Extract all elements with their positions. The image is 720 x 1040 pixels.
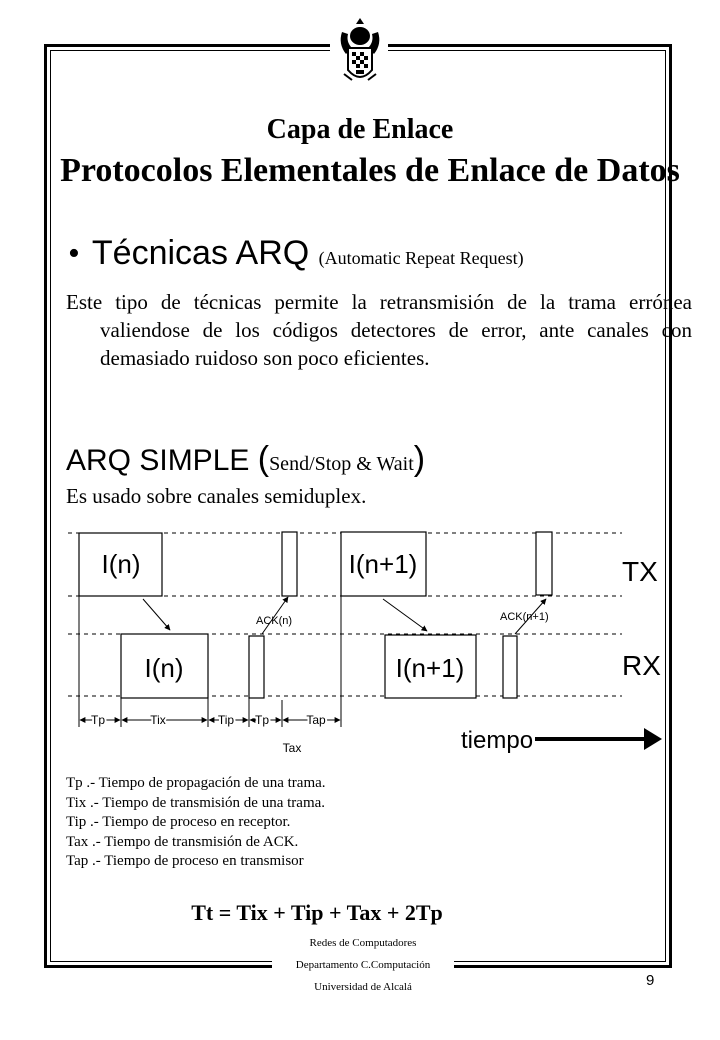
bullet-dot: •	[68, 235, 80, 272]
footer-university: Universidad de Alcalá	[314, 981, 412, 993]
interval-tax-label: Tax	[282, 741, 302, 755]
frame-label-tx-2: I(n+1)	[348, 549, 418, 579]
propagation-arrow-1	[143, 599, 170, 630]
description-paragraph: Este tipo de técnicas permite la retransmisión de la trama errónea valiendose de los códigos detectores de error, ante canales con demasiado ruidoso son poco eficientes.	[66, 290, 692, 370]
frame-label-tx-1: I(n)	[101, 549, 141, 579]
ack-label-1: ACK(n)	[256, 615, 293, 627]
tx-channel-label: TX	[622, 556, 658, 587]
ack-box-tx-1	[282, 532, 297, 596]
total-time-formula: Tt = Tix + Tip + Tax + 2Tp	[191, 900, 443, 925]
definition-tap: Tap .- Tiempo de proceso en transmisor	[66, 853, 304, 870]
bullet-main-text: Técnicas ARQ	[91, 234, 310, 272]
rx-channel-label: RX	[622, 650, 661, 681]
interval-tp-label: Tp	[90, 713, 106, 727]
section-subtitle: Send/Stop & Wait	[269, 453, 414, 475]
section-title-text: ARQ SIMPLE	[66, 444, 250, 477]
section-open-paren: (	[257, 440, 270, 478]
interval-tip-label: Tip	[217, 713, 235, 727]
ack-box-rx-1	[249, 636, 264, 698]
section-note: Es usado sobre canales semiduplex.	[66, 484, 367, 508]
footer-course: Redes de Computadores	[309, 937, 417, 949]
ack-box-rx-2	[503, 636, 517, 698]
definition-tp: Tp .- Tiempo de propagación de una trama.	[66, 775, 326, 791]
frame-label-rx-2: I(n+1)	[395, 653, 465, 683]
time-axis-arrow-head	[644, 728, 662, 750]
section-close-paren: )	[413, 440, 426, 478]
page-number: 9	[646, 972, 655, 989]
definition-tax: Tax .- Tiempo de transmisión de ACK.	[66, 833, 299, 850]
section-title	[66, 440, 425, 479]
propagation-arrow-2	[383, 599, 427, 631]
ack-label-2: ACK(n+1)	[500, 611, 549, 623]
ack-box-tx-2	[536, 532, 552, 595]
footer-department: Departamento C.Computación	[295, 959, 431, 971]
time-axis-label: tiempo	[461, 727, 534, 754]
frame-label-rx-1: I(n)	[144, 653, 184, 683]
bullet-sub-text: (Automatic Repeat Request)	[318, 248, 524, 268]
page-subtitle: Protocolos Elementales de Enlace de Datos	[60, 152, 680, 189]
bullet-arq	[68, 234, 524, 273]
arq-timing-diagram	[0, 515, 720, 765]
interval-tp2-label: Tp	[254, 713, 270, 727]
definition-tip: Tip .- Tiempo de proceso en receptor.	[66, 814, 291, 831]
interval-tap-label: Tap	[306, 713, 326, 727]
definitions-list	[66, 774, 326, 872]
definition-tix: Tix .- Tiempo de transmisión de una trama.	[66, 794, 326, 811]
university-crest-logo	[334, 14, 386, 88]
interval-tix-label: Tix	[150, 713, 166, 727]
page-title: Capa de Enlace	[266, 114, 454, 145]
